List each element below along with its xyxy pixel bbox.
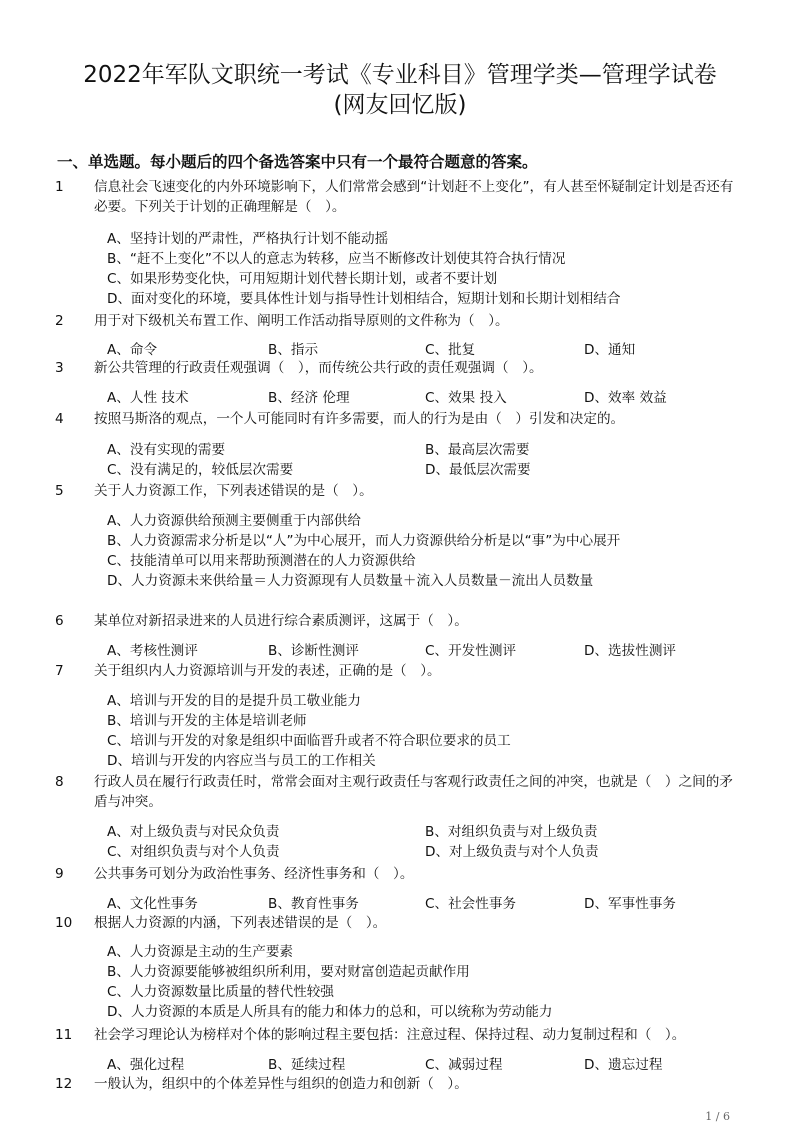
option-b: B、延续过程 bbox=[268, 1057, 346, 1073]
option-c: C、技能清单可以用来帮助预测潜在的人力资源供给 bbox=[107, 553, 416, 569]
option-c: C、批复 bbox=[425, 342, 476, 358]
option-c: C、培训与开发的对象是组织中面临晋升或者不符合职位要求的员工 bbox=[107, 733, 511, 749]
option-b: B、人力资源要能够被组织所利用，要对财富创造起贡献作用 bbox=[107, 964, 470, 980]
option-b: B、“赶不上变化”不以人的意志为转移，应当不断修改计划使其符合执行情况 bbox=[107, 251, 566, 267]
question-number: 4 bbox=[55, 411, 64, 427]
question-number: 11 bbox=[55, 1027, 73, 1043]
option-c: C、开发性测评 bbox=[425, 643, 517, 659]
question-number: 9 bbox=[55, 866, 64, 882]
option-d: D、面对变化的环境，要具体性计划与指导性计划相结合，短期计划和长期计划相结合 bbox=[107, 291, 621, 307]
option-d: D、人力资源未来供给量＝人力资源现有人员数量＋流入人员数量－流出人员数量 bbox=[107, 573, 594, 589]
option-b: B、培训与开发的主体是培训老师 bbox=[107, 713, 307, 729]
page-indicator: 1 / 6 bbox=[705, 1110, 730, 1123]
option-a: A、人性 技术 bbox=[107, 390, 189, 406]
option-d: D、选拔性测评 bbox=[584, 643, 677, 659]
option-d: D、对上级负责与对个人负责 bbox=[425, 844, 599, 860]
option-d: D、通知 bbox=[584, 342, 636, 358]
question-number: 3 bbox=[55, 360, 64, 376]
option-c: C、人力资源数量比质量的替代性较强 bbox=[107, 984, 334, 1000]
option-c: C、减弱过程 bbox=[425, 1057, 503, 1073]
option-d: D、遗忘过程 bbox=[584, 1057, 663, 1073]
option-a: A、培训与开发的目的是提升员工敬业能力 bbox=[107, 693, 361, 709]
question-number: 5 bbox=[55, 483, 64, 499]
option-d: D、人力资源的本质是人所具有的能力和体力的总和，可以统称为劳动能力 bbox=[107, 1004, 553, 1020]
question-number: 12 bbox=[55, 1076, 73, 1092]
option-d: D、培训与开发的内容应当与员工的工作相关 bbox=[107, 753, 376, 769]
question-text: 关于人力资源工作，下列表述错误的是（ ）。 bbox=[94, 483, 373, 499]
option-a: A、坚持计划的严肃性，严格执行计划不能动摇 bbox=[107, 231, 389, 247]
document-title-line1: 2022年军队文职统一考试《专业科目》管理学类—管理学试卷 bbox=[83, 62, 717, 88]
option-a: A、人力资源是主动的生产要素 bbox=[107, 944, 294, 960]
option-c: C、如果形势变化快，可用短期计划代替长期计划，或者不要计划 bbox=[107, 271, 498, 287]
option-b: B、指示 bbox=[268, 342, 319, 358]
option-c: C、效果 投入 bbox=[425, 390, 507, 406]
question-number: 8 bbox=[55, 774, 64, 790]
question-number: 6 bbox=[55, 613, 64, 629]
section-heading: 一、单选题。每小题后的四个备选答案中只有一个最符合题意的答案。 bbox=[57, 153, 538, 171]
option-a: A、强化过程 bbox=[107, 1057, 185, 1073]
option-a: A、考核性测评 bbox=[107, 643, 198, 659]
question-text: 某单位对新招录进来的人员进行综合素质测评，这属于（ ）。 bbox=[94, 613, 468, 629]
question-number: 7 bbox=[55, 663, 64, 679]
question-text: 公共事务可划分为政治性事务、经济性事务和（ ）。 bbox=[94, 866, 414, 882]
question-text: 用于对下级机关布置工作、阐明工作活动指导原则的文件称为（ ）。 bbox=[94, 313, 509, 329]
option-d: D、最低层次需要 bbox=[425, 462, 531, 478]
option-b: B、教育性事务 bbox=[268, 896, 359, 912]
question-text: 社会学习理论认为榜样对个体的影响过程主要包括：注意过程、保持过程、动力复制过程和（ ）。 bbox=[94, 1027, 686, 1043]
option-b: B、诊断性测评 bbox=[268, 643, 359, 659]
option-d: D、军事性事务 bbox=[584, 896, 677, 912]
option-d: D、效率 效益 bbox=[584, 390, 667, 406]
question-text: 根据人力资源的内涵，下列表述错误的是（ ）。 bbox=[94, 915, 387, 931]
option-c: C、没有满足的，较低层次需要 bbox=[107, 462, 294, 478]
question-number: 1 bbox=[55, 179, 64, 195]
option-b: B、最高层次需要 bbox=[425, 442, 530, 458]
question-text: 新公共管理的行政责任观强调（ ），而传统公共行政的责任观强调（ ）。 bbox=[94, 360, 543, 376]
option-b: B、对组织负责与对上级负责 bbox=[425, 824, 598, 840]
option-b: B、人力资源需求分析是以“人”为中心展开，而人力资源供给分析是以“事”为中心展开 bbox=[107, 533, 621, 549]
question-text: 信息社会飞速变化的内外环境影响下，人们常常会感到“计划赶不上变化”，有人甚至怀疑制定计划是否还有必要。下列关于计划的正确理解是（ ）。 bbox=[94, 179, 734, 215]
question-text: 按照马斯洛的观点，一个人可能同时有许多需要，而人的行为是由（ ）引发和决定的。 bbox=[94, 411, 625, 427]
question-number: 10 bbox=[55, 915, 73, 931]
option-a: A、文化性事务 bbox=[107, 896, 198, 912]
question-number: 2 bbox=[55, 313, 64, 329]
option-c: C、社会性事务 bbox=[425, 896, 517, 912]
option-c: C、对组织负责与对个人负责 bbox=[107, 844, 280, 860]
option-a: A、对上级负责与对民众负责 bbox=[107, 824, 280, 840]
document-title-line2: (网友回忆版) bbox=[333, 92, 467, 118]
option-a: A、人力资源供给预测主要侧重于内部供给 bbox=[107, 513, 361, 529]
question-text: 关于组织内人力资源培训与开发的表述，正确的是（ ）。 bbox=[94, 663, 441, 679]
question-text: 一般认为，组织中的个体差异性与组织的创造力和创新（ ）。 bbox=[94, 1076, 468, 1092]
option-a: A、没有实现的需要 bbox=[107, 442, 226, 458]
option-a: A、命令 bbox=[107, 342, 158, 358]
question-text: 行政人员在履行行政责任时，常常会面对主观行政责任与客观行政责任之间的冲突，也就是（ ）之间的矛盾与冲突。 bbox=[94, 774, 733, 810]
option-b: B、经济 伦理 bbox=[268, 390, 350, 406]
